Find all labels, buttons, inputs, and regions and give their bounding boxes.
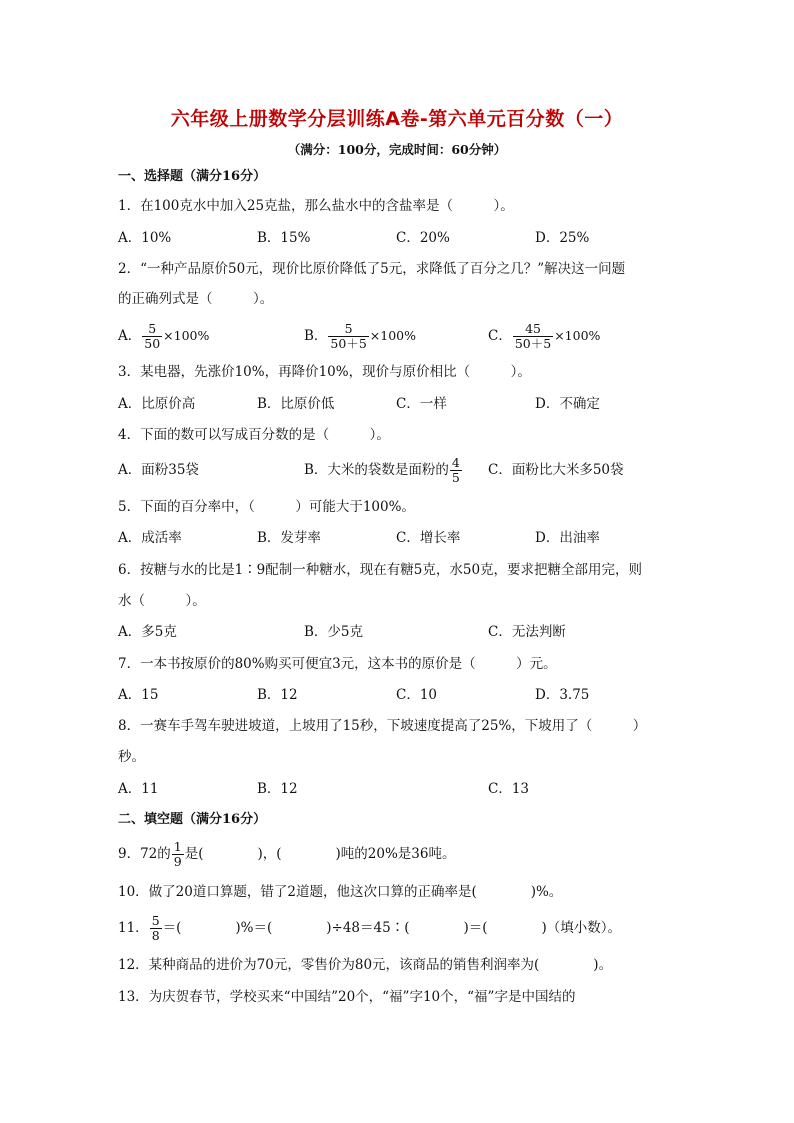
numerator: 5 xyxy=(148,320,157,336)
question-8-stem-line2: 秒。 xyxy=(118,749,145,765)
question-12-stem: 12．某种商品的进价为70元，零售价为80元，该商品的销售利润率为( )。 xyxy=(118,957,613,973)
question-13-stem: 13．为庆贺春节，学校买来“中国结”20个，“福”字10个，“福”字是中国结的 xyxy=(118,989,576,1005)
question-1-stem: 1．在100克水中加入25克盐，那么盐水中的含盐率是（ ）。 xyxy=(118,198,514,214)
q9-post: 是( )，( )吨的20%是36吨。 xyxy=(184,846,456,862)
question-11 xyxy=(118,910,678,946)
option-label: B． xyxy=(304,328,328,344)
option-a: A．10% xyxy=(118,230,172,246)
option-a: A．多5克 xyxy=(118,624,177,640)
option-b: B．发芽率 xyxy=(257,530,321,546)
option-c: C．一样 xyxy=(396,396,447,412)
denominator: 5 xyxy=(451,469,460,485)
denominator: 8 xyxy=(151,927,160,943)
question-10-stem: 10．做了20道口算题，错了2道题，他这次口算的正确率是( )%。 xyxy=(118,884,563,900)
question-3-stem: 3．某电器，先涨价10%，再降价10%，现价与原价相比（ ）。 xyxy=(118,364,531,380)
question-6-stem-line2: 水（ ）。 xyxy=(118,593,206,609)
option-d: D．出油率 xyxy=(535,530,600,546)
option-a xyxy=(118,318,209,354)
question-2-stem-line1: 2．“一种产品原价50元，现价比原价降低了5元，求降低了百分之几？”解决这一问题 xyxy=(118,261,626,277)
option-b xyxy=(304,452,463,488)
question-9 xyxy=(118,836,678,872)
option-b: B．12 xyxy=(257,687,298,703)
question-7-stem: 7．一本书按原价的80%购买可便宜3元，这本书的原价是（ ）元。 xyxy=(118,656,557,672)
question-4-stem: 4．下面的数可以写成百分数的是（ ）。 xyxy=(118,427,390,443)
option-c: C．增长率 xyxy=(396,530,461,546)
question-2-options xyxy=(118,318,678,354)
denominator: 50＋5 xyxy=(330,335,367,351)
math-tail: ×100% xyxy=(369,328,416,343)
q11-pre: 11． xyxy=(118,920,149,936)
option-a: A．15 xyxy=(118,687,159,703)
math-tail: ×100% xyxy=(554,328,601,343)
option-b-text: B．大米的袋数是面粉的 xyxy=(304,462,449,478)
option-d: D．25% xyxy=(535,230,590,246)
option-b: B．15% xyxy=(257,230,311,246)
numerator: 5 xyxy=(344,320,353,336)
option-c: C．10 xyxy=(396,687,438,703)
question-4-options xyxy=(118,452,678,488)
option-label: A． xyxy=(118,328,142,344)
option-c: C．20% xyxy=(396,230,450,246)
option-d: D．3.75 xyxy=(535,687,590,703)
fraction xyxy=(142,322,162,351)
section-heading-choice: 一、选择题（满分16分） xyxy=(118,169,267,184)
option-a: A．面粉35袋 xyxy=(118,462,199,478)
denominator: 9 xyxy=(173,853,182,869)
numerator: 45 xyxy=(525,320,541,336)
option-a: A．11 xyxy=(118,781,159,797)
option-b: B．12 xyxy=(257,781,298,797)
numerator: 5 xyxy=(151,912,160,928)
fraction xyxy=(450,456,462,485)
option-b xyxy=(304,318,416,354)
numerator: 4 xyxy=(451,454,460,470)
option-a: A．成活率 xyxy=(118,530,182,546)
numerator: 1 xyxy=(173,838,182,854)
option-b: B．比原价低 xyxy=(257,396,335,412)
fraction xyxy=(150,914,162,943)
option-b: B．少5克 xyxy=(304,624,364,640)
page-title: 六年级上册数学分层训练A卷-第六单元百分数（一） xyxy=(170,108,624,130)
option-c: C．无法判断 xyxy=(488,624,566,640)
option-c: C．面粉比大米多50袋 xyxy=(488,462,624,478)
option-label: C． xyxy=(488,328,512,344)
q11-post: ＝( )%＝( )÷48＝45∶( )＝( )（填小数）。 xyxy=(162,920,622,936)
denominator: 50 xyxy=(144,335,161,351)
denominator: 50＋5 xyxy=(514,335,552,351)
question-5-stem: 5．下面的百分率中，（ ）可能大于100%。 xyxy=(118,499,415,515)
option-a: A．比原价高 xyxy=(118,396,196,412)
fraction xyxy=(172,840,184,869)
section-heading-fill: 二、填空题（满分16分） xyxy=(118,812,267,827)
question-6-stem-line1: 6．按糖与水的比是1∶9配制一种糖水，现在有糖5克，水50克，要求把糖全部用完，则 xyxy=(118,562,643,578)
option-c: C．13 xyxy=(488,781,530,797)
fraction xyxy=(328,322,368,351)
option-d: D．不确定 xyxy=(535,396,600,412)
math-tail: ×100% xyxy=(163,328,210,343)
question-8-stem-line1: 8．一赛车手驾车驶进坡道，上坡用了15秒，下坡速度提高了25%，下坡用了（ ） xyxy=(118,718,647,734)
page-subtitle: （满分：100分，完成时间：60分钟） xyxy=(287,142,507,157)
q9-pre: 9．72的 xyxy=(118,846,171,862)
question-2-stem-line2: 的正确列式是（ ）。 xyxy=(118,291,274,307)
fraction xyxy=(513,322,553,351)
option-c xyxy=(488,318,600,354)
